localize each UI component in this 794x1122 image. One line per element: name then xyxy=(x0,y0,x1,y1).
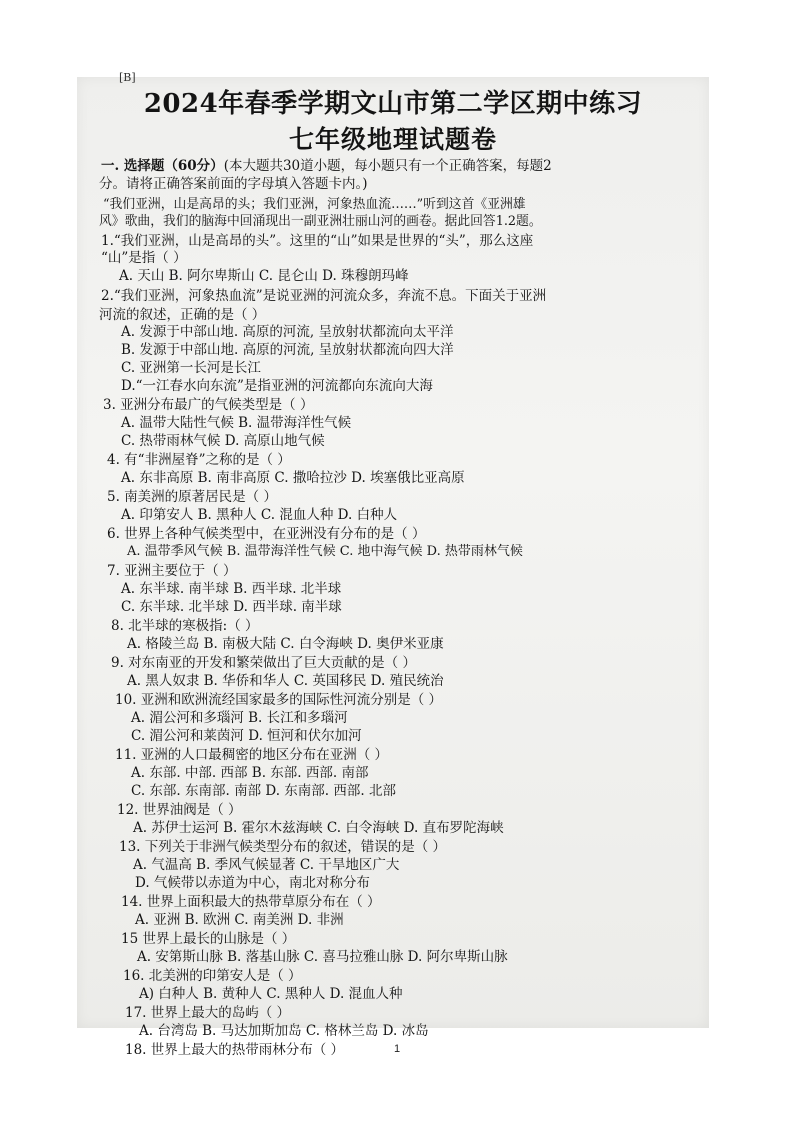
answer-options: A. 气温高 B. 季风气候显著 C. 干旱地区广大 xyxy=(133,857,400,873)
question-line: 13. 下列关于非洲气候类型分布的叙述，错误的是（ ） xyxy=(119,839,447,855)
answer-options: A. 台湾岛 B. 马达加斯加岛 C. 格林兰岛 D. 冰岛 xyxy=(139,1023,429,1039)
question-line: 12. 世界油阀是（ ） xyxy=(117,802,242,818)
answer-options: C. 东半球. 北半球 D. 西半球. 南半球 xyxy=(121,599,342,615)
question-line: 18. 世界上最大的热带雨林分布（ ） xyxy=(125,1042,345,1058)
question-line: 2.“我们亚洲，河象热血流”是说亚洲的河流众多，奔流不息。下面关于亚洲 xyxy=(101,288,547,304)
answer-options: A. 印第安人 B. 黑种人 C. 混血人种 D. 白种人 xyxy=(121,507,398,523)
section-header xyxy=(101,157,552,175)
section-description-cont: 分。请将正确答案前面的字母填入答题卡内。) xyxy=(99,176,368,192)
intro-passage-line: 风》歌曲，我们的脑海中回涌现出一副亚洲壮丽山河的画卷。据此回答1.2题。 xyxy=(99,214,542,229)
answer-options: D. 气候带以赤道为中心，南北对称分布 xyxy=(135,875,370,891)
question-line: 17. 世界上最大的岛屿（ ） xyxy=(125,1005,291,1021)
question-line: 5. 南美洲的原著居民是（ ） xyxy=(107,489,277,505)
scanned-exam-page xyxy=(77,71,709,1058)
section-description: (本大题共30道小题，每小题只有一个正确答案，每题2 xyxy=(223,158,552,174)
top-mark: [B] xyxy=(119,71,136,84)
answer-options: A. 温带季风气候 B. 温带海洋性气候 C. 地中海气候 D. 热带雨林气候 xyxy=(127,544,523,559)
answer-options: A. 湄公河和多瑙河 B. 长江和多瑙河 xyxy=(131,710,348,726)
question-line: 8. 北半球的寒极指:（ ） xyxy=(111,618,259,634)
question-line: 4. 有“非洲屋脊”之称的是（ ） xyxy=(107,452,291,468)
answer-options: C. 亚洲第一长河是长江 xyxy=(121,360,261,376)
section-label: 一. 选择题（60分） xyxy=(101,158,224,174)
question-line: 6. 世界上各种气候类型中，在亚洲没有分布的是（ ） xyxy=(107,526,426,542)
answer-options: A. 发源于中部山地. 高原的河流, 呈放射状都流向太平洋 xyxy=(121,324,454,340)
answer-options: C. 热带雨林气候 D. 高原山地气候 xyxy=(121,433,325,449)
question-line: “山”是指（ ） xyxy=(101,250,187,266)
question-line: 11. 亚洲的人口最稠密的地区分布在亚洲（ ） xyxy=(115,747,389,763)
question-line: 河流的叙述，正确的是（ ） xyxy=(99,307,266,323)
answer-options: A. 温带大陆性气候 B. 温带海洋性气候 xyxy=(121,415,352,431)
answer-options: A. 格陵兰岛 B. 南极大陆 C. 白令海峡 D. 奥伊米亚康 xyxy=(127,636,444,652)
question-line: 7. 亚洲主要位于（ ） xyxy=(107,563,237,579)
answer-options: A. 天山 B. 阿尔卑斯山 C. 昆仑山 D. 珠穆朗玛峰 xyxy=(119,268,409,284)
answer-options: A. 亚洲 B. 欧洲 C. 南美洲 D. 非洲 xyxy=(135,912,344,928)
question-line: 16. 北美洲的印第安人是（ ） xyxy=(123,968,302,984)
intro-passage-line: “我们亚洲，山是高昂的头；我们亚洲，河象热血流……”听到这首《亚洲雄 xyxy=(103,197,526,212)
answer-options: C. 东部. 东南部. 南部 D. 东南部. 西部. 北部 xyxy=(131,783,396,799)
answer-options: A. 安第斯山脉 B. 落基山脉 C. 喜马拉雅山脉 D. 阿尔卑斯山脉 xyxy=(137,949,508,965)
answer-options: A. 东半球. 南半球 B. 西半球. 北半球 xyxy=(121,581,342,597)
answer-options: B. 发源于中部山地. 高原的河流, 呈放射状都流向四大洋 xyxy=(121,342,454,358)
answer-options: A. 苏伊士运河 B. 霍尔木兹海峡 C. 白令海峡 D. 直布罗陀海峡 xyxy=(133,820,504,836)
answer-options: A. 东非高原 B. 南非高原 C. 撒哈拉沙 D. 埃塞俄比亚高原 xyxy=(121,470,465,486)
answer-options: A) 白种人 B. 黄种人 C. 黑种人 D. 混血人种 xyxy=(139,986,403,1002)
answer-options: A. 东部. 中部. 西部 B. 东部. 西部. 南部 xyxy=(131,765,369,781)
exam-title: 2024年春季学期文山市第二学区期中练习 xyxy=(143,89,643,119)
question-line: 3. 亚洲分布最广的气候类型是（ ） xyxy=(103,397,314,413)
answer-options: D.“一江春水向东流”是指亚洲的河流都向东流向大海 xyxy=(121,378,433,394)
question-line: 15 世界上最长的山脉是（ ） xyxy=(121,931,296,947)
question-line: 1.“我们亚洲，山是高昂的头”。这里的“山”如果是世界的“头”，那么这座 xyxy=(101,233,534,249)
question-line: 10. 亚洲和欧洲流经国家最多的国际性河流分别是（ ） xyxy=(115,692,443,708)
answer-options: C. 湄公河和莱茵河 D. 恒河和伏尔加河 xyxy=(131,728,362,744)
answer-options: A. 黑人奴隶 B. 华侨和华人 C. 英国移民 D. 殖民统治 xyxy=(127,673,444,689)
question-line: 14. 世界上面积最大的热带草原分布在（ ） xyxy=(121,894,381,910)
page-number: 1 xyxy=(393,1043,401,1055)
question-line: 9. 对东南亚的开发和繁荣做出了巨大贡献的是（ ） xyxy=(111,655,416,671)
exam-subtitle: 七年级地理试题卷 xyxy=(288,125,497,154)
